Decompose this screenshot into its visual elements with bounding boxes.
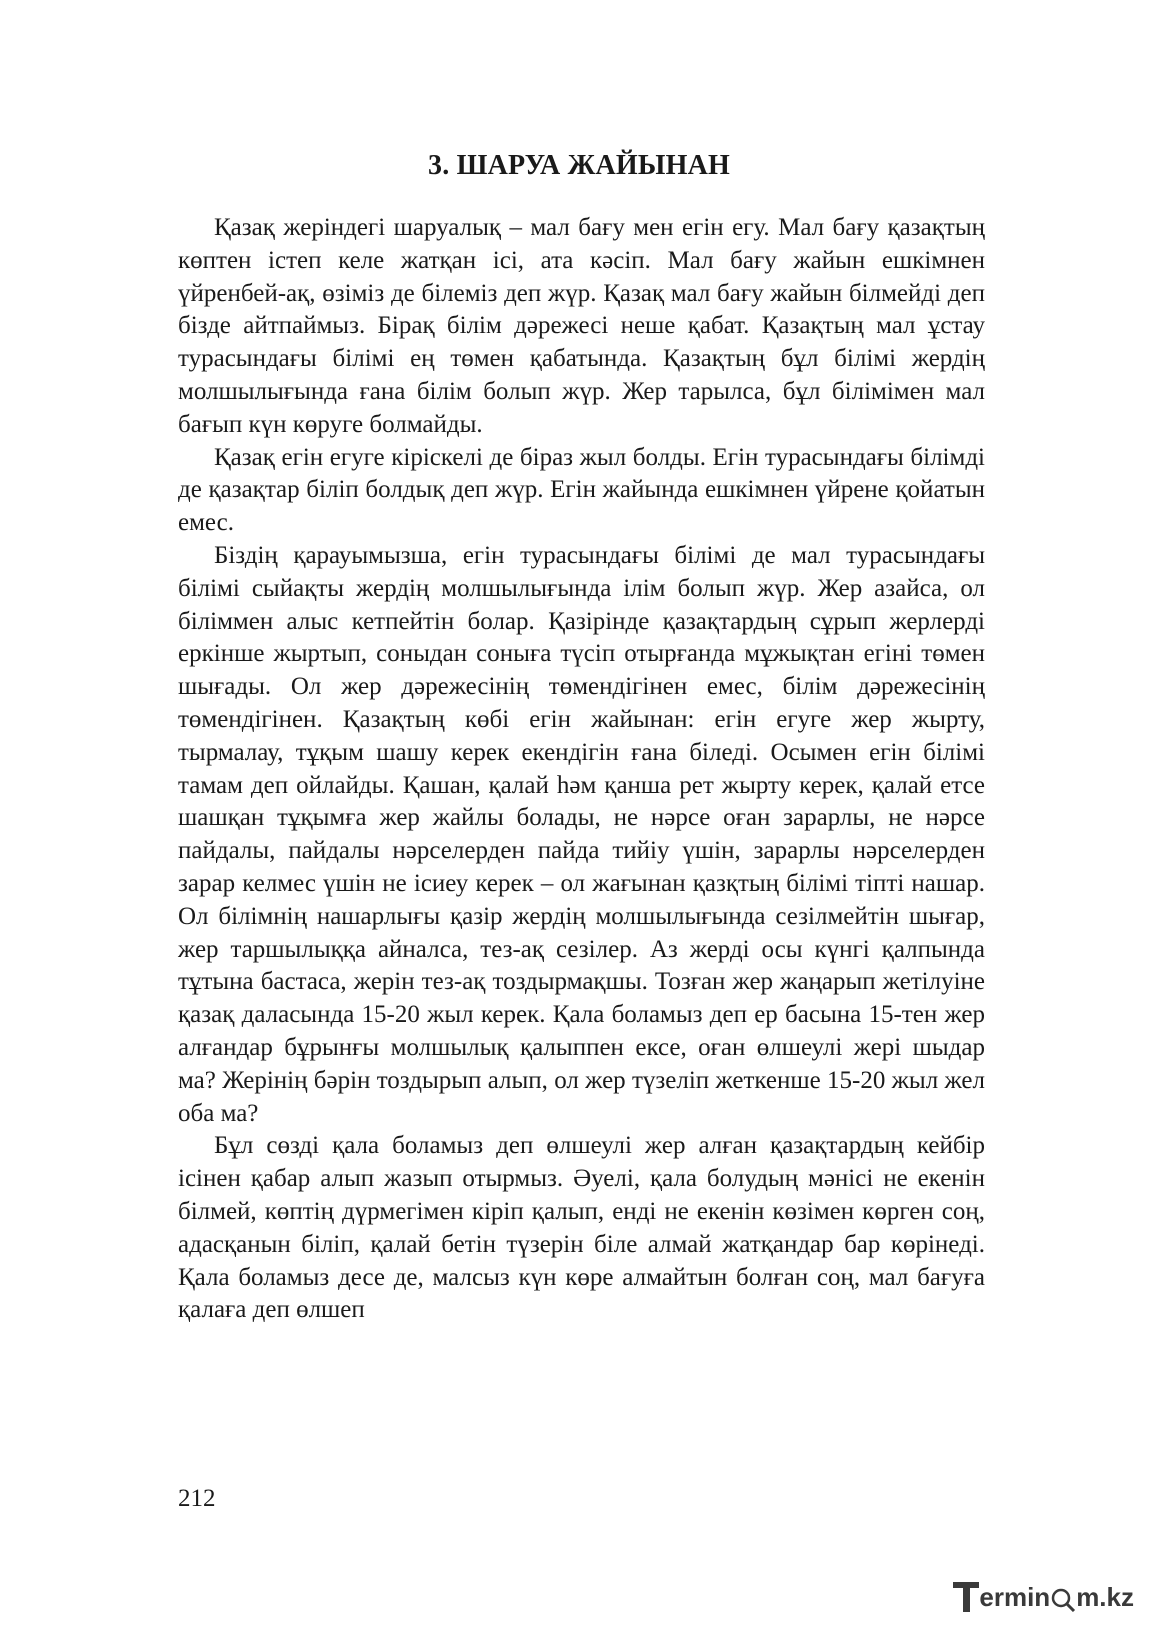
body-text: [178, 212, 985, 1327]
t-letter-icon: [953, 1580, 979, 1614]
magnifier-icon: [1050, 1582, 1076, 1612]
page-number: 212: [178, 1485, 216, 1512]
paragraph-3: Біздің қарауымызша, егін турасындағы білімі де мал турасындағы білімі сыйақты жердің молшылығында ілім болып жүр. Жер азайса, ол біліммен алыс кетпейтін болар. Қазірінде қазақтардың сұрып жерлерді еркінше жыртып, соныдан соныға түсіп отырғанда мұжықтан егіні төмен шығады. Ол жер дәрежесінің төмендігінен емес, білім дәрежесінің төмендігінен. Қазақтың көбі егін жайынан: егін егуге жер жырту, тырмалау, тұқым шашу керек екендігін ғана біледі. Осымен егін білімі тамам деп ойлайды. Қашан, қалай һәм қанша рет жырту керек, қалай етсе шашқан тұқымға жер жайлы болады, не нәрсе оған зарарлы, не нәрсе пайдалы, пайдалы нәрселерден пайда тийіу үшін, зарарлы нәрселерден зарар келмес үшін не ісиеу керек – ол жағынан қазқтың білімі тіпті нашар. Ол білімнің нашарлығы қазір жердің молшылығында сезілмейтін шығар, жер таршылыққа айналса, тез-ақ сезілер. Аз жерді осы күнгі қалпында тұтына бастаса, жерін тез-ақ тоздырмақшы. Тозған жер жаңарып жетілуіне қазақ даласында 15-20 жыл керек. Қала боламыз деп ер басына 15-тен жер алғандар бұрынғы молшылық қалыппен ексе, оған өлшеулі жері шыдар ма? Жерінің бәрін тоздырып алып, ол жер түзеліп жеткенше 15-20 жыл жел оба ма?: [178, 541, 985, 1127]
paragraph-4: Бұл сөзді қала боламыз деп өлшеулі жер алған қазақтардың кейбір ісінен қабар алып жазып отырмыз. Әуелі, қала болудың мәнісі не екенін білмей, көптің дүрмегімен кіріп қалып, енді не екенін көзімен көрген соң, адасқанын біліп, қалай бетін түзерін біле алмай жатқандар бар көрінеді. Қала боламыз десе де, малсыз күн көре алмайтын болған соң, мал бағуға қалаға деп өлшеп: [178, 1132, 985, 1324]
watermark-text-end: m.kz: [1076, 1581, 1134, 1612]
chapter-heading: 3. ШАРУА ЖАЙЫНАН: [428, 150, 730, 181]
paragraph-1: Қазақ жеріндегі шаруалық – мал бағу мен егін егу. Мал бағу қазақтың көптен істеп келе жатқан ісі, ата кәсіп. Мал бағу жайын ешкімнен үйренбей-ақ, өзіміз де білеміз деп жүр. Қазақ мал бағу жайын білмейді деп бізде айтпаймыз. Бірақ білім дәрежесі неше қабат. Қазақтың мал ұстау турасындағы білімі ең төмен қабатында. Қазақтың бұл білімі жердің молшылығында ғана білім болып жүр. Жер тарылса, бұл білімімен мал бағып күн көруге болмайды.: [178, 214, 985, 438]
termincom-watermark: [953, 1577, 1134, 1617]
paragraph-2: Қазақ егін егуге кіріскелі де біраз жыл болды. Егін турасындағы білімді де қазақтар біліп болдық деп жүр. Егін жайында ешкімнен үйрене қойатын емес.: [178, 443, 985, 537]
watermark-text-start: ermin: [979, 1581, 1051, 1612]
